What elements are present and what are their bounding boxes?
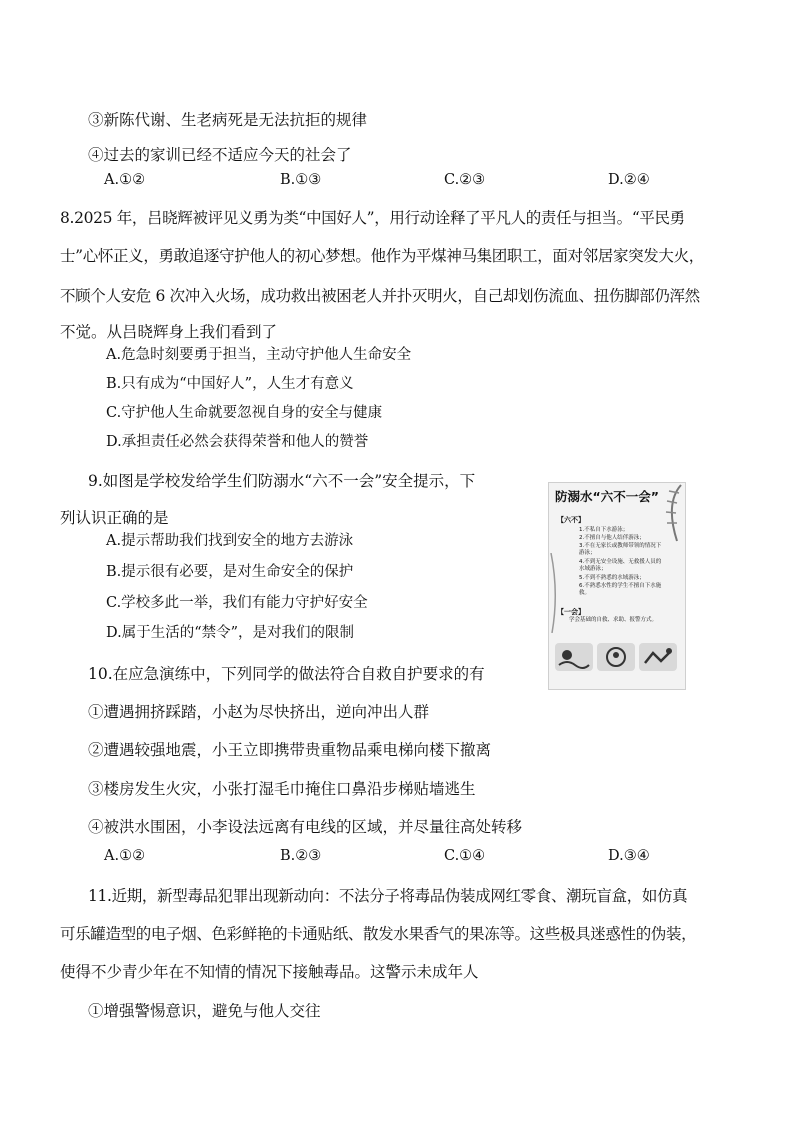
poster-item-6: 6.不熟悉水性的学生不擅自下水施救。: [579, 583, 662, 596]
poster-section-one-text: 学会基础的自救、求助、报警方式。: [569, 617, 658, 623]
q11-stem-line-3: 使得不少青少年在不知情的情况下接触毒品。这警示未成年人: [60, 963, 479, 981]
q7-statement-3: ③新陈代谢、生老病死是无法抗拒的规律: [88, 111, 368, 129]
q9-option-a[interactable]: A.提示帮助我们找到安全的地方去游泳: [106, 533, 354, 549]
q10-option-d[interactable]: D.③④: [608, 848, 650, 864]
q10-option-a[interactable]: A.①②: [104, 848, 146, 864]
poster-item-4: 4.不到无安全设施、无救援人员的水域游泳；: [579, 559, 662, 572]
q10-statement-4: ④被洪水围困，小李设法远离有电线的区域，并尽量往高处转移: [88, 818, 523, 836]
q8-option-c[interactable]: C.守护他人生命就要忽视自身的安全与健康: [106, 405, 383, 421]
q8-stem-line-4: 不觉。从吕晓辉身上我们看到了: [60, 323, 278, 341]
poster-title: 防溺水“六不一会”: [555, 489, 659, 504]
poster-item-3: 3.不在无家长或教师带领的情况下游泳；: [579, 543, 662, 556]
q9-option-b[interactable]: B.提示很有必要，是对生命安全的保护: [106, 564, 354, 580]
q10-statement-3: ③楼房发生火灾，小张打湿毛巾掩住口鼻沿步梯贴墙逃生: [88, 780, 476, 798]
q9-stem-line-1: 9.如图是学校发给学生们防溺水“六不一会”安全提示，下: [88, 472, 476, 490]
swimmer-icon: [555, 643, 593, 671]
q10-statement-2: ②遭遇较强地震，小王立即携带贵重物品乘电梯向楼下撤离: [88, 741, 492, 759]
q10-statement-1: ①遭遇拥挤踩踏，小赵为尽快挤出，逆向冲出人群: [88, 703, 430, 721]
q11-statement-1: ①增强警惕意识，避免与他人交往: [88, 1002, 321, 1020]
q9-option-d[interactable]: D.属于生活的“禁令”，是对我们的限制: [106, 625, 355, 641]
q10-stem: 10.在应急演练中，下列同学的做法符合自救自护要求的有: [88, 665, 485, 683]
leaf-decoration-icon: [661, 483, 685, 543]
q10-option-c[interactable]: C.①④: [444, 848, 486, 864]
drowning-icon: [597, 643, 635, 671]
q8-option-b[interactable]: B.只有成为“中国好人”，人生才有意义: [106, 376, 354, 392]
rescue-icon: [639, 643, 677, 671]
q9-option-c[interactable]: C.学校多此一举，我们有能力守护好安全: [106, 595, 368, 611]
poster-section-one: 【一会】: [557, 608, 585, 616]
q9-stem-line-2: 列认识正确的是: [60, 509, 169, 527]
q10-option-b[interactable]: B.②③: [280, 848, 322, 864]
poster-icon-row: [555, 643, 675, 671]
moon-decoration-icon: [667, 668, 683, 688]
poster-item-2: 2.不擅自与他人结伴游泳；: [579, 535, 645, 541]
q8-option-d[interactable]: D.承担责任必然会获得荣誉和他人的赞誉: [106, 434, 369, 450]
q8-stem-line-2: 士”心怀正义，勇敢追逐守护他人的初心梦想。他作为平煤神马集团职工，面对邻居家突发大火，: [60, 247, 704, 265]
q7-option-b[interactable]: B.①③: [280, 172, 322, 188]
q11-stem-line-2: 可乐罐造型的电子烟、色彩鲜艳的卡通贴纸、散发水果香气的果冻等。这些极具迷惑性的伪装，: [60, 925, 697, 943]
poster-item-5: 5.不到不熟悉的水域游泳；: [579, 575, 645, 581]
drowning-prevention-poster: [548, 482, 686, 690]
q8-option-a[interactable]: A.危急时刻要勇于担当，主动守护他人生命安全: [106, 347, 412, 363]
q7-option-c[interactable]: C.②③: [444, 172, 486, 188]
q7-option-d[interactable]: D.②④: [608, 172, 650, 188]
q7-option-a[interactable]: A.①②: [104, 172, 146, 188]
q11-stem-line-1: 11.近期，新型毒品犯罪出现新动向：不法分子将毒品伪装成网红零食、潮玩盲盒，如仿真: [88, 887, 688, 905]
q7-statement-4: ④过去的家训已经不适应今天的社会了: [88, 146, 352, 164]
poster-item-1: 1.不私自下水游泳；: [579, 527, 629, 533]
leaf-decoration-left-icon: [549, 553, 561, 633]
q8-stem-line-3: 不顾个人安危 6 次冲入火场，成功救出被困老人并扑灭明火，自己却划伤流血、扭伤脚部仍浑然: [60, 287, 700, 305]
q8-stem-line-1: 8.2025 年，吕晓辉被评见义勇为类“中国好人”，用行动诠释了平凡人的责任与担当。“平民勇: [60, 209, 685, 227]
poster-section-six: 【六不】: [557, 516, 585, 524]
